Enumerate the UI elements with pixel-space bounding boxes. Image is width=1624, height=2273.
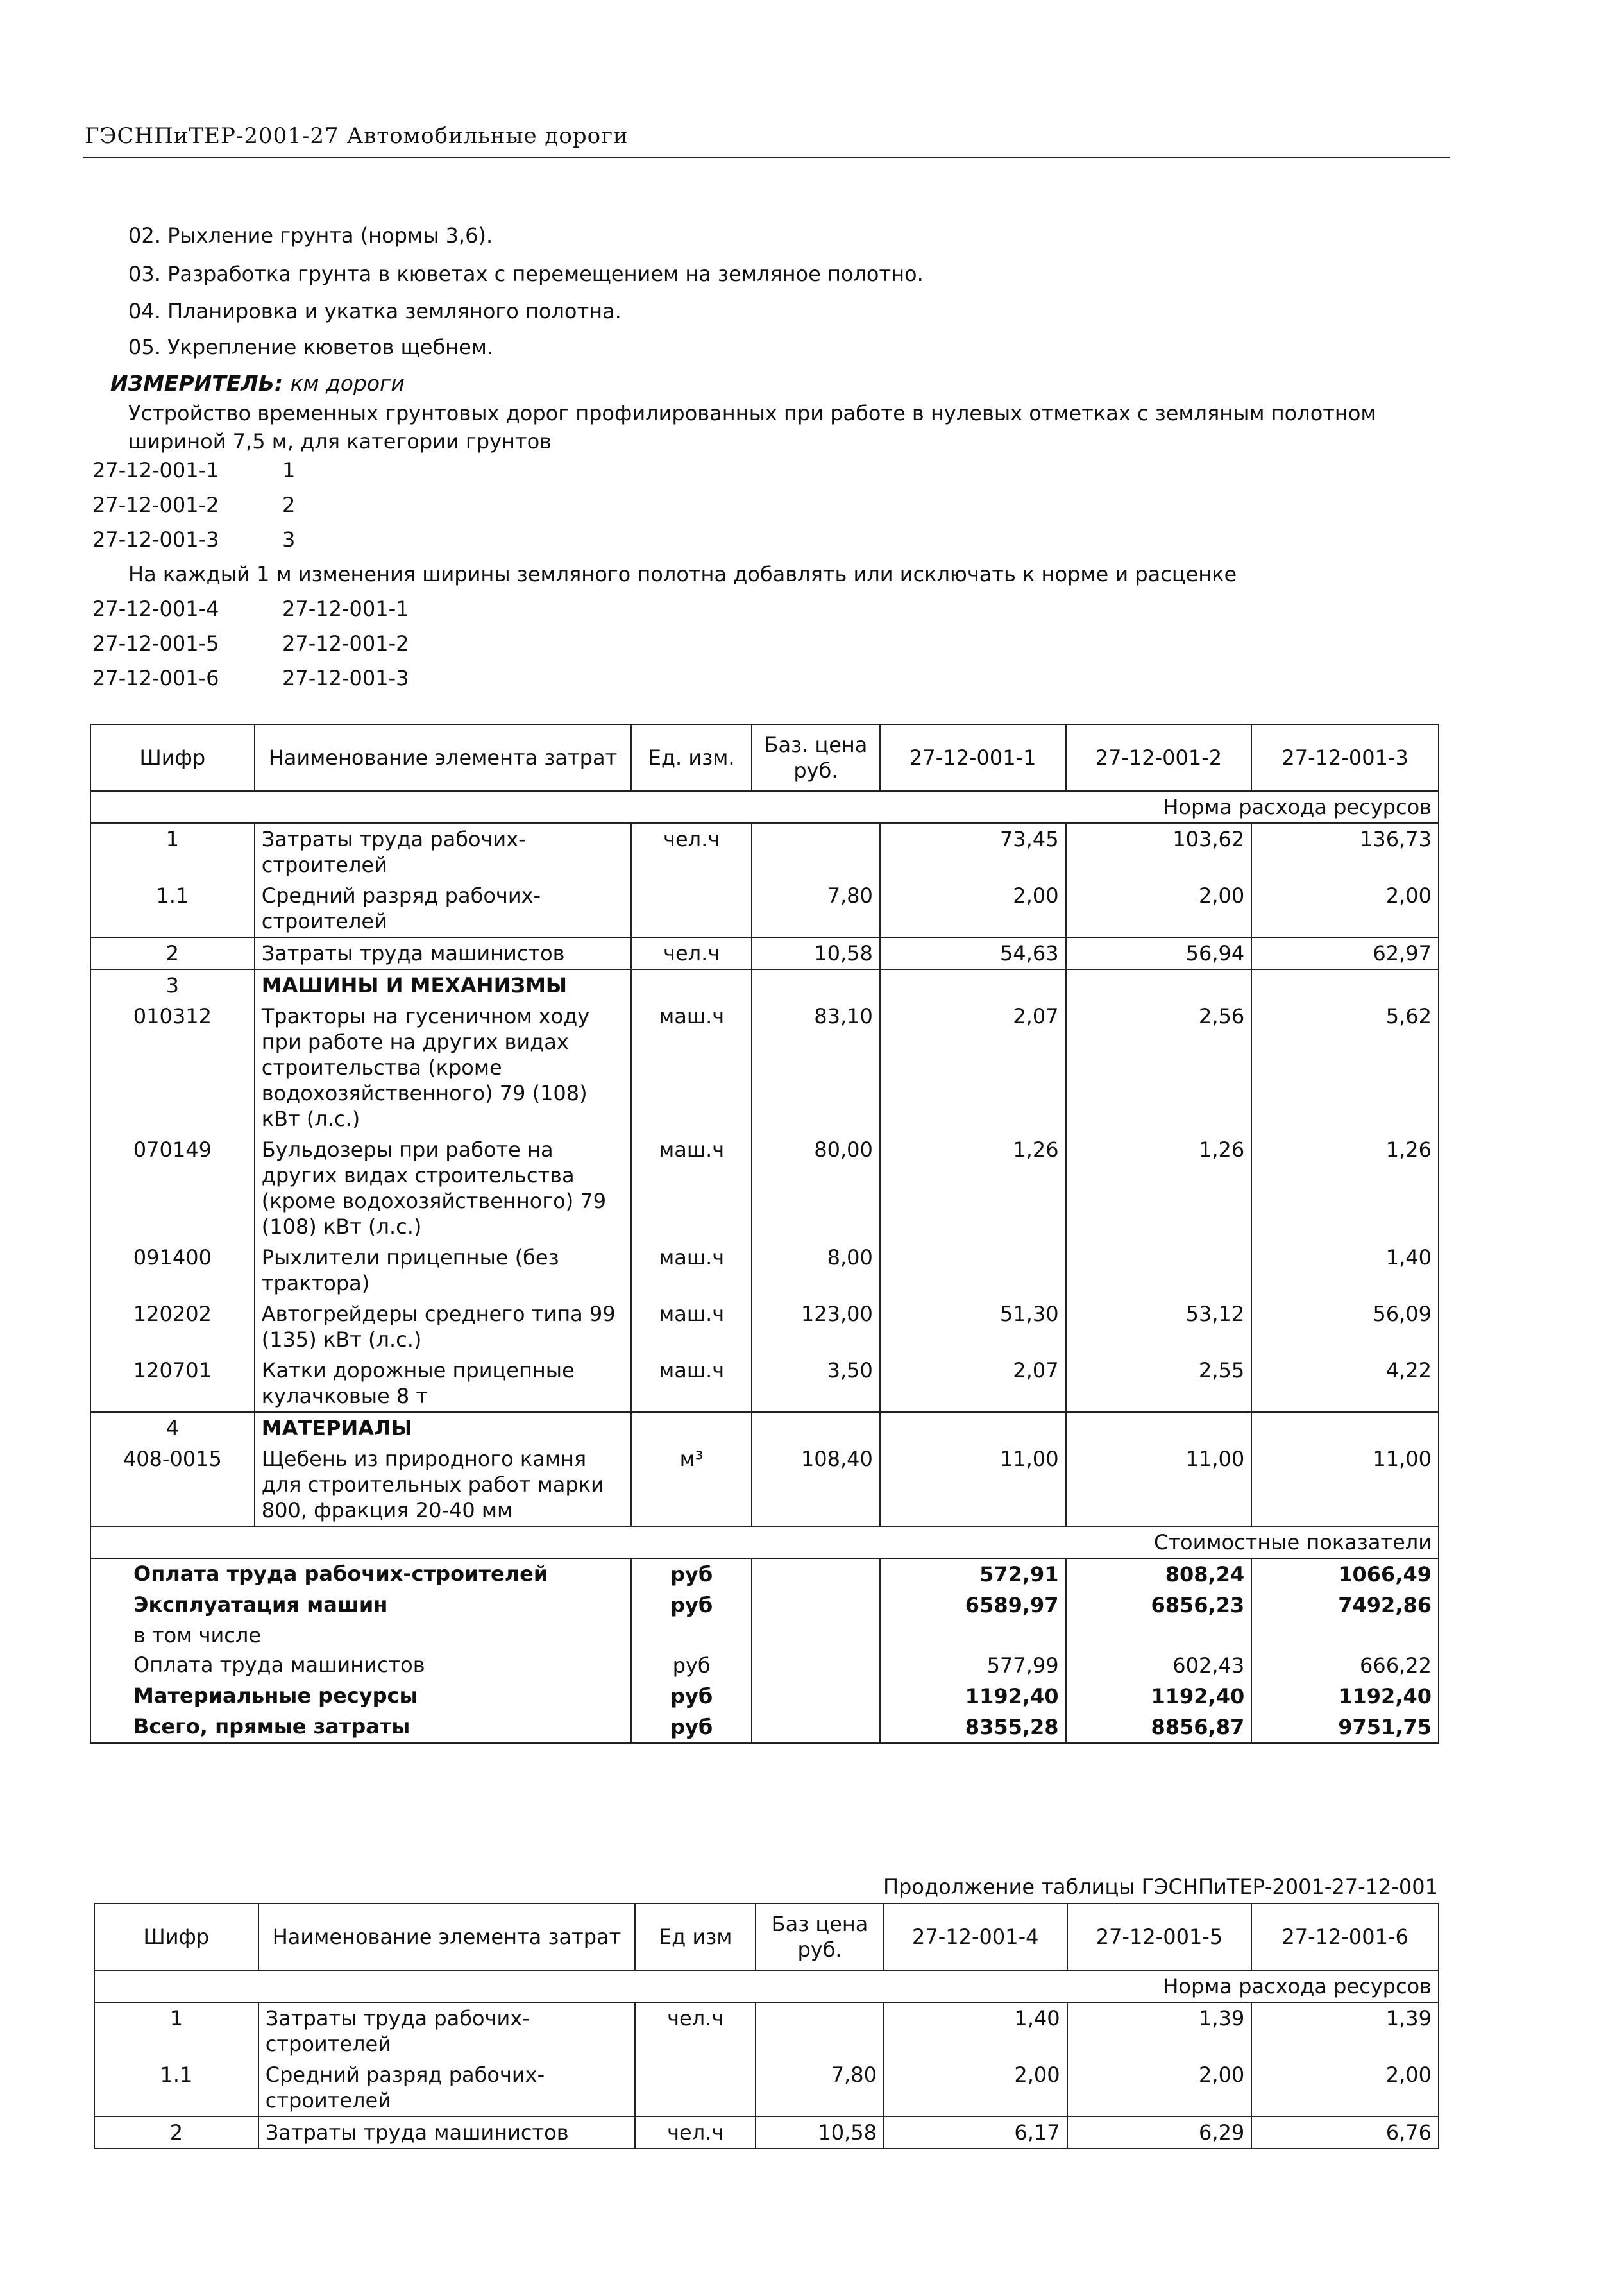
row-value: 56,94 [1066,937,1252,969]
code: 27-12-001-3 [92,527,219,552]
column-header: 27-12-001-5 [1067,1903,1252,1970]
note: На каждый 1 м изменения ширины земляного полотна добавлять или исключать к норме и расценке [128,562,1237,586]
row-value: 11,00 [1066,1443,1252,1526]
row-name: Автогрейдеры среднего типа 99 (135) кВт (л.с.) [255,1298,631,1355]
row-code: 010312 [90,1001,255,1134]
row-code: 3 [90,969,255,1001]
cost-value: 666,22 [1251,1650,1439,1681]
cost-value: 1192,40 [1251,1681,1439,1712]
row-value: 2,00 [884,2059,1067,2116]
table-row [90,1443,1439,1526]
row-unit: маш.ч [631,1298,752,1355]
code-value: 27-12-001-2 [282,631,409,656]
cost-value [880,1621,1066,1650]
cost-value: 8856,87 [1066,1712,1252,1743]
measure-unit: км дороги [290,371,405,396]
row-value [1251,1412,1439,1443]
cost-value: 1066,49 [1251,1558,1439,1590]
table-header-row [90,724,1439,791]
row-value: 1,40 [1251,1242,1439,1298]
row-value: 5,62 [1251,1001,1439,1134]
cost-value: 1192,40 [880,1681,1066,1712]
row-unit: маш.ч [631,1001,752,1134]
row-value: 11,00 [880,1443,1066,1526]
row-value: 73,45 [880,823,1066,880]
code: 27-12-001-1 [92,458,219,482]
row-unit: чел.ч [631,823,752,880]
table-row [90,1355,1439,1412]
row-value: 2,56 [1066,1001,1252,1134]
table-continuation-caption: Продолжение таблицы ГЭСНПиТЕР-2001-27-12-001 [883,1875,1438,1899]
measure-label: ИЗМЕРИТЕЛЬ: [110,371,283,396]
row-unit: маш.ч [631,1355,752,1412]
cost-row [90,1712,1439,1743]
cost-band-row [90,1526,1439,1558]
row-value: 6,29 [1067,2116,1252,2149]
cost-value: 577,99 [880,1650,1066,1681]
column-header: Баз цена руб. [756,1903,884,1970]
row-value [1066,1412,1252,1443]
norm-label: Норма расхода ресурсов [90,791,1439,823]
code-row [92,666,409,690]
row-value: 11,00 [1251,1443,1439,1526]
row-value: 4,22 [1251,1355,1439,1412]
row-value: 56,09 [1251,1298,1439,1355]
code-row [92,631,409,656]
row-base-price [752,969,880,1001]
table-row [94,2059,1439,2116]
row-name: Тракторы на гусеничном ходу при работе на других видах строительства (кроме водохозяйственного) 79 (108) кВт (л.с.) [255,1001,631,1134]
norm-band-row [90,791,1439,823]
row-base-price [756,2002,884,2059]
cost-empty [752,1590,880,1621]
row-value: 51,30 [880,1298,1066,1355]
cost-unit: руб [631,1650,752,1681]
column-header: 27-12-001-6 [1251,1903,1439,1970]
cost-empty [752,1621,880,1650]
row-value: 1,40 [884,2002,1067,2059]
row-value: 2,55 [1066,1355,1252,1412]
cost-value [1251,1621,1439,1650]
column-header: Наименование элемента затрат [255,724,631,791]
row-code: 1.1 [94,2059,258,2116]
row-base-price: 80,00 [752,1134,880,1242]
table-row [90,969,1439,1001]
table-row [90,823,1439,880]
cost-value [1066,1621,1252,1650]
code-value: 27-12-001-3 [282,666,409,690]
row-value [1251,969,1439,1001]
table-row [90,880,1439,937]
cost-empty [752,1558,880,1590]
row-code: 408-0015 [90,1443,255,1526]
row-code: 120202 [90,1298,255,1355]
row-value: 1,26 [1066,1134,1252,1242]
cost-value: 9751,75 [1251,1712,1439,1743]
row-code: 091400 [90,1242,255,1298]
row-value [880,1412,1066,1443]
row-base-price: 10,58 [756,2116,884,2149]
row-value: 2,00 [1066,880,1252,937]
measure-line [110,371,405,396]
row-base-price: 83,10 [752,1001,880,1134]
row-value: 1,26 [1251,1134,1439,1242]
cost-name: Оплата труда машинистов [90,1650,631,1681]
cost-unit [631,1621,752,1650]
row-base-price: 7,80 [752,880,880,937]
row-base-price: 108,40 [752,1443,880,1526]
cost-name: Оплата труда рабочих-строителей [90,1558,631,1590]
cost-row [90,1621,1439,1650]
row-value [880,969,1066,1001]
row-base-price: 10,58 [752,937,880,969]
row-code: 1.1 [90,880,255,937]
cost-row [90,1558,1439,1590]
op-line: 04. Планировка и укатка земляного полотна. [128,299,622,323]
row-unit: чел.ч [635,2116,756,2149]
code: 27-12-001-5 [92,631,219,656]
code-row [92,527,295,552]
row-value: 62,97 [1251,937,1439,969]
row-value [1066,1242,1252,1298]
table-row [90,1001,1439,1134]
column-header: Шифр [94,1903,258,1970]
table-row [90,1242,1439,1298]
table-row [94,2116,1439,2149]
cost-empty [752,1681,880,1712]
row-value: 1,39 [1251,2002,1439,2059]
row-value [1066,969,1252,1001]
resource-table-2 [94,1903,1439,2149]
table-header-row [94,1903,1439,1970]
row-name: Средний разряд рабочих-строителей [255,880,631,937]
column-header: Баз. цена руб. [752,724,880,791]
page-header: ГЭСНПиТЕР-2001-27 Автомобильные дороги [85,123,629,149]
row-base-price: 7,80 [756,2059,884,2116]
code-value: 3 [282,527,296,552]
row-value: 2,00 [1251,880,1439,937]
row-base-price: 8,00 [752,1242,880,1298]
row-unit: маш.ч [631,1134,752,1242]
cost-unit: руб [631,1558,752,1590]
row-value: 53,12 [1066,1298,1252,1355]
code-row [92,458,295,482]
cost-row [90,1650,1439,1681]
cost-row [90,1681,1439,1712]
code-value: 27-12-001-1 [282,597,409,621]
column-header: 27-12-001-1 [880,724,1066,791]
row-value: 103,62 [1066,823,1252,880]
cost-name: Всего, прямые затраты [90,1712,631,1743]
row-code: 4 [90,1412,255,1443]
row-base-price: 123,00 [752,1298,880,1355]
row-name: Щебень из природного камня для строительных работ марки 800, фракция 20-40 мм [255,1443,631,1526]
row-name: Бульдозеры при работе на других видах строительства (кроме водохозяйственного) 79 (108) кВт (л.с.) [255,1134,631,1242]
row-value [880,1242,1066,1298]
row-unit [631,880,752,937]
row-base-price [752,1412,880,1443]
cost-unit: руб [631,1681,752,1712]
column-header: Ед. изм. [631,724,752,791]
row-value: 1,39 [1067,2002,1252,2059]
cost-unit: руб [631,1590,752,1621]
cost-empty [752,1650,880,1681]
op-line: 02. Рыхление грунта (нормы 3,6). [128,223,493,248]
code-row [92,493,295,517]
resource-table-1 [90,724,1439,1744]
row-unit [631,1412,752,1443]
row-value: 6,76 [1251,2116,1439,2149]
row-unit: м³ [631,1443,752,1526]
op-line: 05. Укрепление кюветов щебнем. [128,335,494,359]
row-value: 54,63 [880,937,1066,969]
row-name: Рыхлители прицепные (без трактора) [255,1242,631,1298]
row-code: 120701 [90,1355,255,1412]
cost-unit: руб [631,1712,752,1743]
row-name: Затраты труда машинистов [255,937,631,969]
table-row [90,1412,1439,1443]
row-name: МАШИНЫ И МЕХАНИЗМЫ [255,969,631,1001]
code-row [92,597,409,621]
cost-row [90,1590,1439,1621]
table-row [90,1298,1439,1355]
cost-value: 6589,97 [880,1590,1066,1621]
row-value: 2,00 [880,880,1066,937]
cost-empty [752,1712,880,1743]
row-base-price: 3,50 [752,1355,880,1412]
column-header: Ед изм [635,1903,756,1970]
row-unit: чел.ч [631,937,752,969]
cost-value: 6856,23 [1066,1590,1252,1621]
header-rule [83,157,1450,158]
table-row [94,2002,1439,2059]
cost-value: 602,43 [1066,1650,1252,1681]
column-header: 27-12-001-4 [884,1903,1067,1970]
row-unit: маш.ч [631,1242,752,1298]
cost-value: 7492,86 [1251,1590,1439,1621]
row-base-price [752,823,880,880]
description: Устройство временных грунтовых дорог профилированных при работе в нулевых отметках с земляным полотном шириной 7,5 м, для категории грунтов [128,401,1376,454]
row-unit [635,2059,756,2116]
row-unit [631,969,752,1001]
code: 27-12-001-4 [92,597,219,621]
row-code: 1 [90,823,255,880]
code-value: 1 [282,458,296,482]
row-value: 2,07 [880,1355,1066,1412]
row-value: 1,26 [880,1134,1066,1242]
column-header: Шифр [90,724,255,791]
code: 27-12-001-6 [92,666,219,690]
table-row [90,1134,1439,1242]
column-header: Наименование элемента затрат [258,1903,635,1970]
cost-name: Материальные ресурсы [90,1681,631,1712]
code-value: 2 [282,493,296,517]
cost-value: 1192,40 [1066,1681,1252,1712]
row-name: МАТЕРИАЛЫ [255,1412,631,1443]
code: 27-12-001-2 [92,493,219,517]
row-name: Затраты труда машинистов [258,2116,635,2149]
norm-label: Норма расхода ресурсов [94,1970,1439,2002]
row-name: Затраты труда рабочих-строителей [258,2002,635,2059]
row-value: 2,00 [1067,2059,1252,2116]
row-value: 2,07 [880,1001,1066,1134]
row-value: 6,17 [884,2116,1067,2149]
column-header: 27-12-001-3 [1251,724,1439,791]
row-code: 2 [94,2116,258,2149]
row-code: 2 [90,937,255,969]
cost-value: 8355,28 [880,1712,1066,1743]
row-value: 136,73 [1251,823,1439,880]
norm-band-row [94,1970,1439,2002]
row-unit: чел.ч [635,2002,756,2059]
cost-name: в том числе [90,1621,631,1650]
cost-name: Эксплуатация машин [90,1590,631,1621]
row-name: Затраты труда рабочих-строителей [255,823,631,880]
row-name: Катки дорожные прицепные кулачковые 8 т [255,1355,631,1412]
row-code: 1 [94,2002,258,2059]
table-row [90,937,1439,969]
row-name: Средний разряд рабочих-строителей [258,2059,635,2116]
row-code: 070149 [90,1134,255,1242]
cost-label: Стоимостные показатели [90,1526,1439,1558]
row-value: 2,00 [1251,2059,1439,2116]
cost-value: 808,24 [1066,1558,1252,1590]
column-header: 27-12-001-2 [1066,724,1252,791]
op-line: 03. Разработка грунта в кюветах с перемещением на земляное полотно. [128,262,924,286]
cost-value: 572,91 [880,1558,1066,1590]
